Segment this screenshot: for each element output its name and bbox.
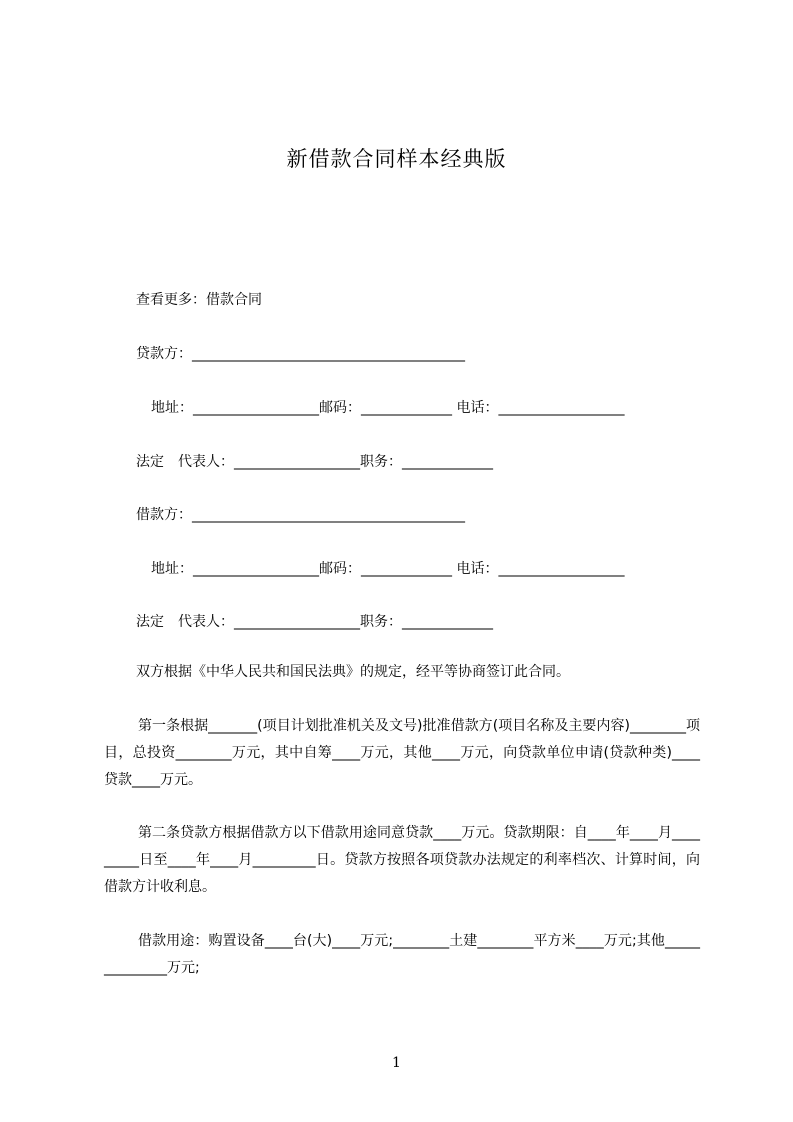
lender-address-line: 地址：__________________邮码：_____________ 电话：__________________ xyxy=(151,400,625,416)
loan-purpose-paragraph: 借款用途：购置设备____台(大)____万元;________土建________平方米____万元;其他______________万元; xyxy=(104,933,700,976)
borrower-party-line: 借款方：_______________________________________ xyxy=(136,507,465,523)
borrower-address-line: 地址：__________________邮码：_____________ 电话：__________________ xyxy=(151,561,625,577)
borrower-representative-line: 法定 代表人：__________________职务：_____________ xyxy=(136,614,493,630)
see-more-link[interactable]: 查看更多：借款合同 xyxy=(136,292,262,308)
intro-paragraph: 双方根据《中华人民共和国民法典》的规定，经平等协商签订此合同。 xyxy=(136,664,570,680)
article-1-paragraph: 第一条根据_______(项目计划批准机关及文号)批准借款方(项目名称及主要内容)________项目，总投资________万元，其中自筹____万元，其他____万元，向贷款单位申请(贷款种类)____贷款____万元。 xyxy=(104,718,700,788)
lender-party-line: 贷款方：_______________________________________ xyxy=(136,346,465,362)
article-2-paragraph: 第二条贷款方根据借款方以下借款用途同意贷款____万元。贷款期限：自____年____月_________日至____年____月_________日。贷款方按照各项贷款办法规定的利率档次、计算时间，向借款方计收利息。 xyxy=(104,825,700,895)
document-title: 新借款合同样本经典版 xyxy=(286,147,507,171)
page-number: 1 xyxy=(392,1055,401,1071)
lender-representative-line: 法定 代表人：__________________职务：_____________ xyxy=(136,454,493,470)
